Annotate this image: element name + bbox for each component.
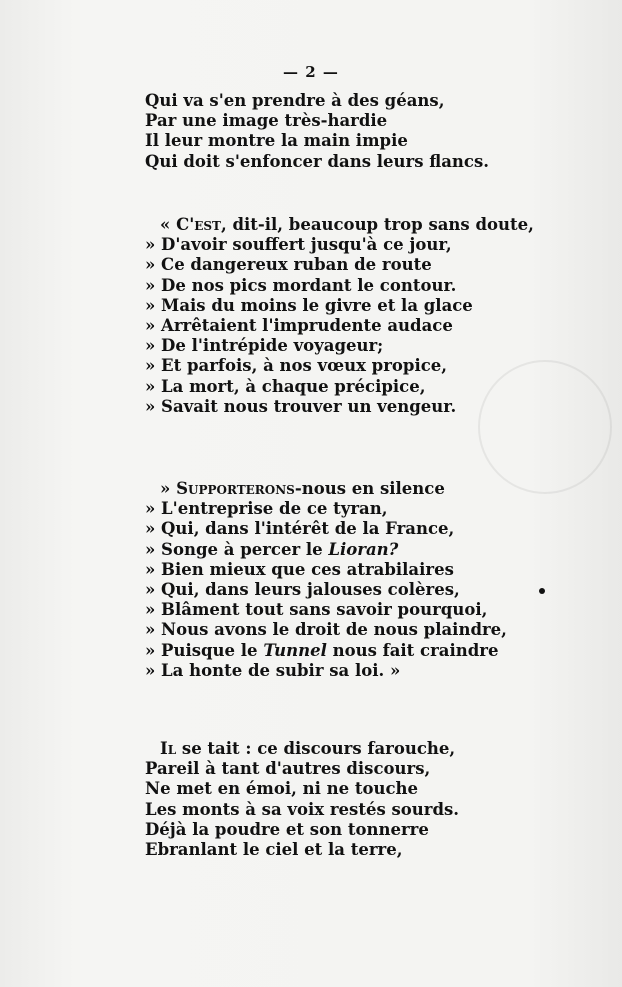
italic-word: Tunnel [263, 640, 327, 660]
verse-line: » De l'intrépide voyageur; [145, 336, 384, 356]
verse-line: » Et parfois, à nos vœux propice, [145, 356, 447, 376]
verse-line-opening [145, 739, 459, 759]
verse-line: » Arrêtaient l'imprudente audace [145, 316, 453, 336]
verse-text: » Songe à percer le [145, 539, 329, 559]
verse-line: » Qui, dans leurs jalouses colères, [145, 580, 460, 600]
verse-line: » L'entreprise de ce tyran, [145, 499, 388, 519]
verse-line: » Qui, dans l'intérêt de la France, [145, 519, 455, 539]
verse-line: » Nous avons le droit de nous plaindre, [145, 620, 507, 640]
verse-line-opening [145, 479, 507, 499]
open-quote: « [160, 215, 177, 234]
verse-line: Par une image très-hardie [145, 111, 388, 131]
ink-spot [539, 588, 545, 594]
verse-line-opening [145, 215, 534, 235]
italic-word: Lioran? [328, 539, 399, 559]
verse-text: se tait : ce discours farouche, [176, 739, 456, 758]
verse-text: » Puisque le [145, 640, 264, 660]
page-number: — 2 — [283, 63, 339, 81]
verse-line: » D'avoir souffert jusqu'à ce jour, [145, 235, 452, 255]
verse-line: Qui va s'en prendre à des géans, [145, 91, 445, 110]
small-caps-word: Supporterons [176, 479, 295, 498]
verse-text: nous fait craindre [326, 640, 499, 660]
verse-text: -nous en silence [294, 479, 445, 498]
verse-line: Qui doit s'enfoncer dans leurs flancs. [145, 151, 489, 171]
verse-line: » De nos pics mordant le contour. [145, 275, 457, 295]
verse-line: » La mort, à chaque précipice, [145, 376, 426, 396]
verse-line [145, 641, 507, 661]
verse-line: » Bien mieux que ces atrabilaires [145, 559, 454, 579]
verse-line [145, 540, 507, 560]
verse-line: Ne met en émoi, ni ne touche [145, 779, 419, 799]
verse-line: » La honte de subir sa loi. » [145, 660, 401, 680]
verse-text: , dit-il, beaucoup trop sans doute, [221, 215, 534, 234]
verse-line: » Ce dangereux ruban de route [145, 255, 432, 275]
stanza-1 [145, 91, 489, 172]
verse-line: » Savait nous trouver un vengeur. [145, 396, 457, 416]
small-caps-word: Il [160, 739, 177, 758]
verse-line: Pareil à tant d'autres discours, [145, 759, 431, 779]
stanza-2 [145, 215, 534, 417]
stanza-3 [145, 479, 507, 681]
verse-line: Il leur montre la main impie [145, 131, 408, 151]
open-quote: » [160, 479, 177, 498]
verse-line: Ebranlant le ciel et la terre, [145, 840, 403, 860]
verse-line: Déjà la poudre et son tonnerre [145, 819, 429, 839]
small-caps-word: C'est [176, 215, 221, 234]
stanza-4 [145, 739, 459, 860]
verse-line: » Mais du moins le givre et la glace [145, 295, 473, 315]
verse-line: Les monts à sa voix restés sourds. [145, 799, 460, 819]
verse-line: » Blâment tout sans savoir pourquoi, [145, 600, 488, 620]
